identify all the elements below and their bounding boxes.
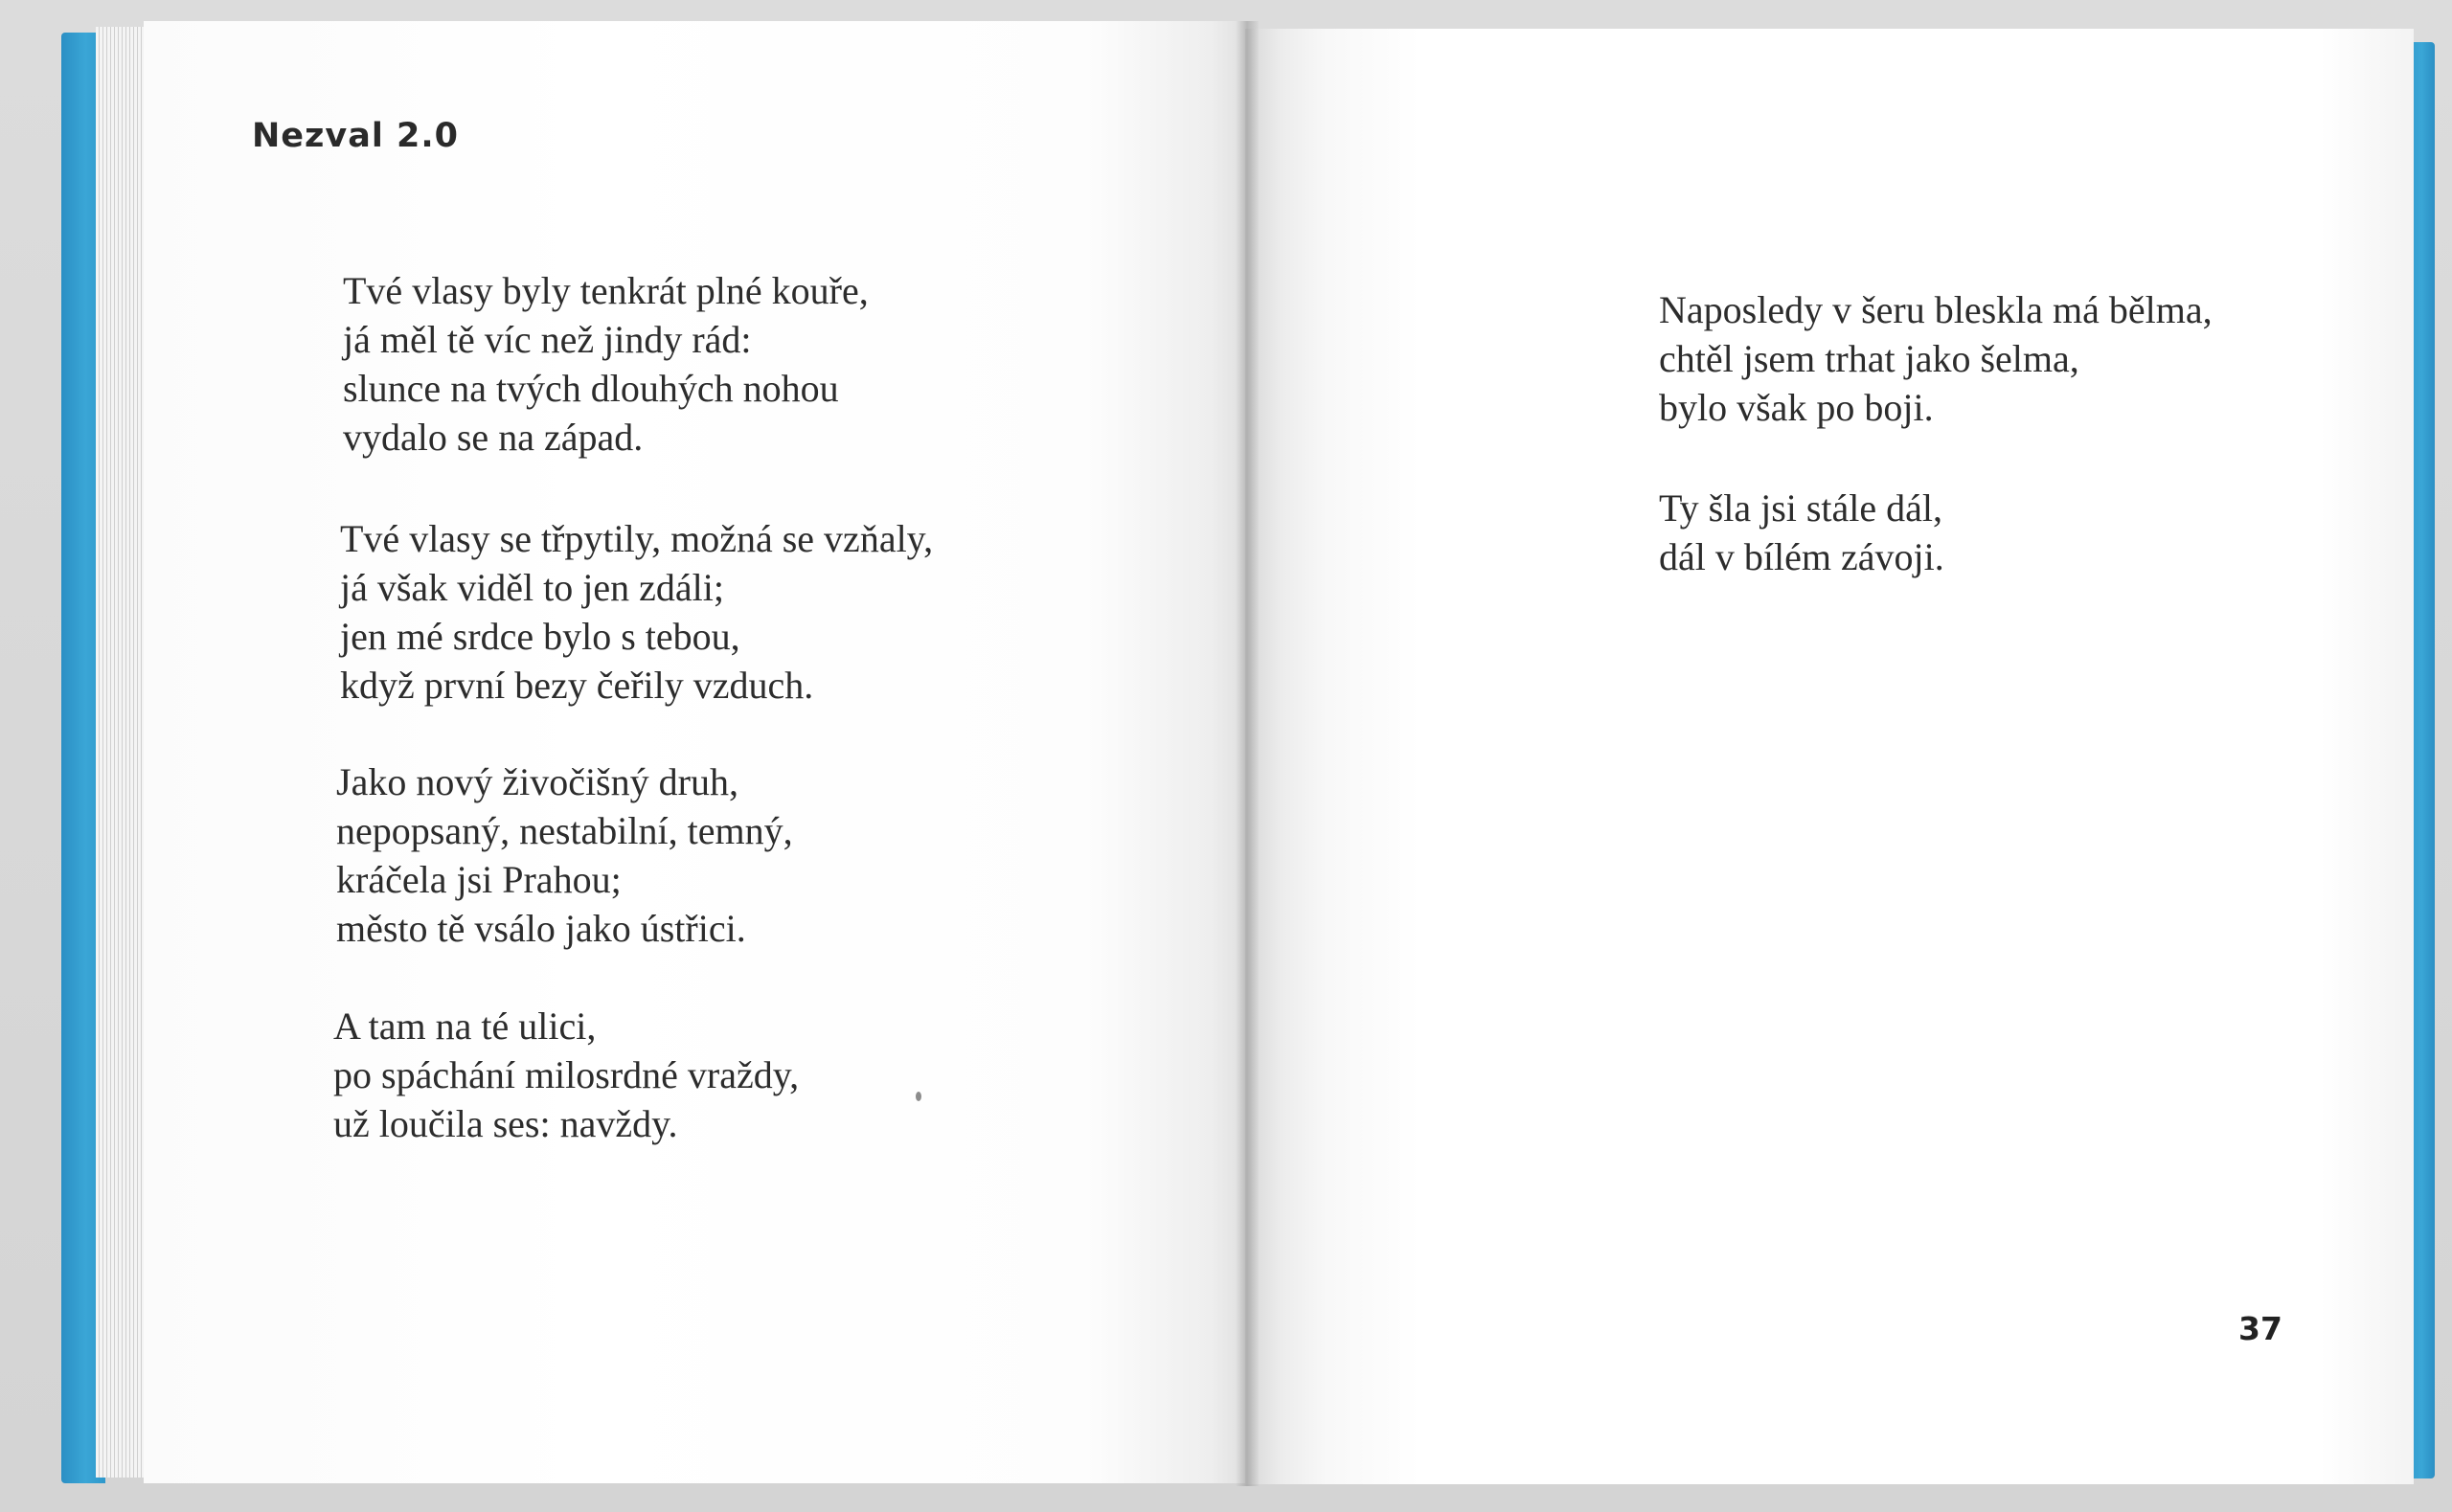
verse-line: už loučila ses: navždy.	[333, 1102, 678, 1145]
verse-line: já měl tě víc než jindy rád:	[343, 318, 752, 361]
stanza-left-1	[343, 266, 869, 462]
verse-line: Ty šla jsi stále dál,	[1659, 486, 1943, 530]
left-page	[144, 21, 1255, 1483]
ink-speck	[916, 1092, 921, 1101]
verse-line: nepopsaný, nestabilní, temný,	[336, 809, 793, 852]
verse-line: po spáchání milosrdné vraždy,	[333, 1053, 800, 1096]
book-gutter	[1236, 21, 1259, 1486]
right-page	[1245, 29, 2414, 1484]
verse-line: dál v bílém závoji.	[1659, 535, 1944, 578]
stanza-left-3	[336, 757, 793, 953]
verse-line: Tvé vlasy byly tenkrát plné kouře,	[343, 269, 869, 312]
verse-line: Jako nový živočišný druh,	[336, 760, 738, 803]
stanza-right-2	[1659, 484, 1944, 581]
verse-line: kráčela jsi Prahou;	[336, 858, 622, 901]
verse-line: Naposledy v šeru bleskla má bělma,	[1659, 288, 2213, 331]
verse-line: chtěl jsem trhat jako šelma,	[1659, 337, 2079, 380]
verse-line: slunce na tvých dlouhých nohou	[343, 367, 839, 410]
running-header-title: Nezval 2.0	[252, 117, 460, 155]
verse-line: město tě vsálo jako ústřici.	[336, 907, 746, 950]
verse-line: bylo však po boji.	[1659, 386, 1934, 429]
stanza-right-1	[1659, 285, 2213, 432]
verse-line: Tvé vlasy se třpytily, možná se vzňaly,	[340, 517, 934, 560]
page-number: 37	[2238, 1310, 2282, 1347]
verse-line: když první bezy čeřily vzduch.	[340, 664, 814, 707]
verse-line: A tam na té ulici,	[333, 1004, 597, 1048]
stanza-left-2	[340, 514, 933, 710]
verse-line: vydalo se na západ.	[343, 416, 644, 459]
stanza-left-4	[333, 1002, 799, 1148]
verse-line: jen mé srdce bylo s tebou,	[340, 615, 740, 658]
verse-line: já však viděl to jen zdáli;	[340, 566, 724, 609]
